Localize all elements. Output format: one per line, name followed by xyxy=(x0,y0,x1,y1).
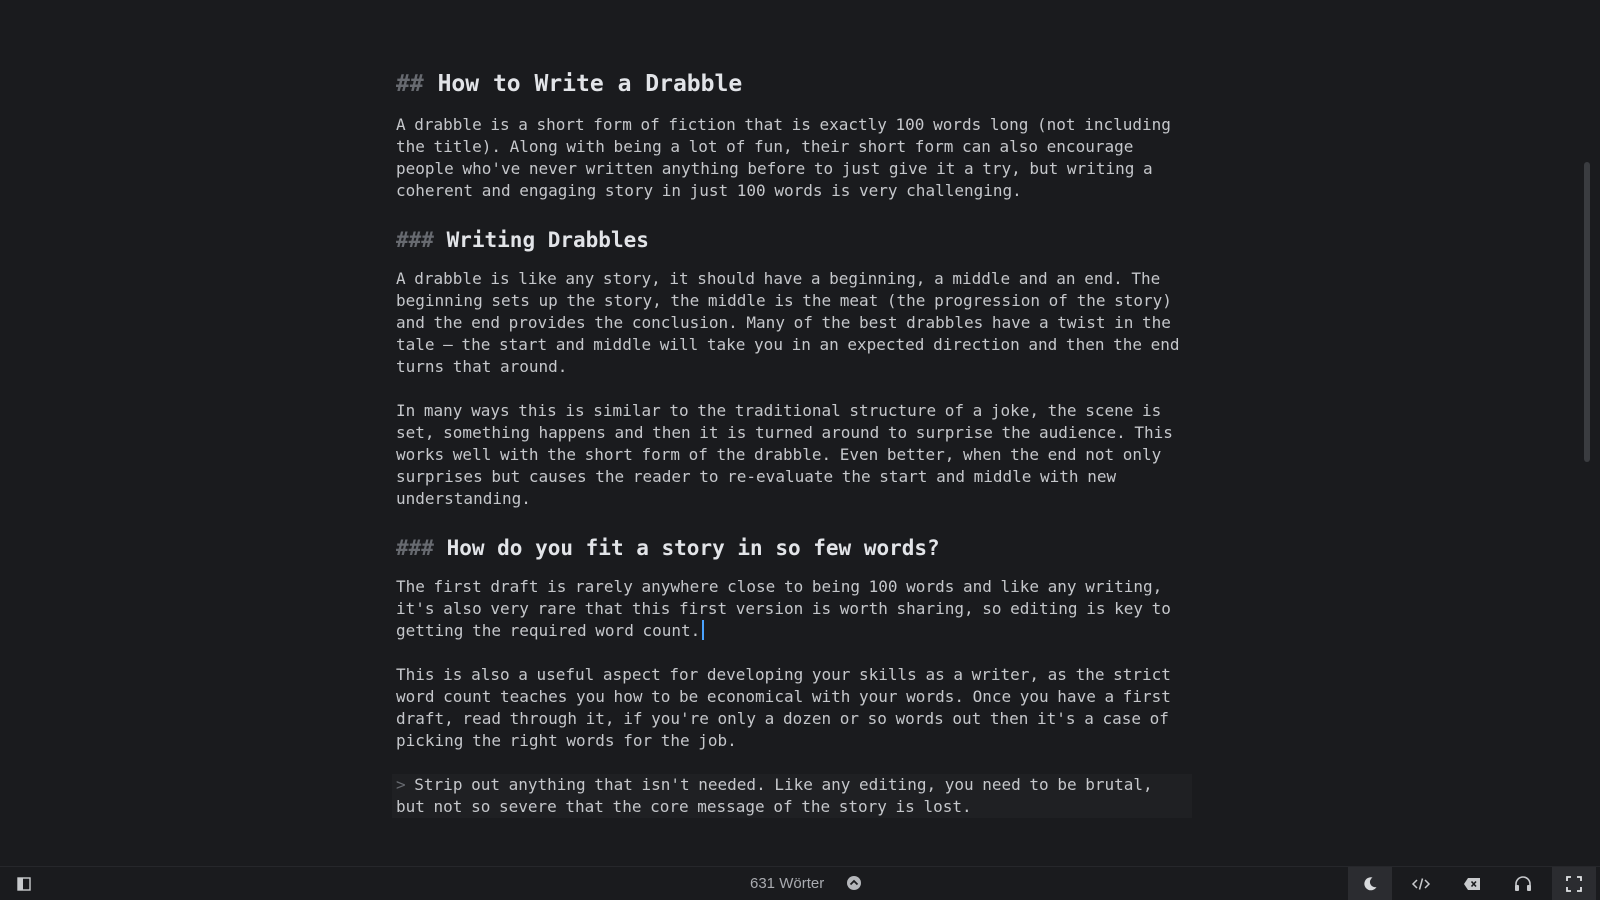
paragraph: This is also a useful aspect for developing your skills as a writer, as the strict word count teaches you how to be economical with your words. Once you have a first draft, read through it, if you're only a dozen or so words out then it's a case of picking the right words for the job. xyxy=(396,665,1171,750)
blockquote-marker: > xyxy=(396,775,406,794)
heading-h3 xyxy=(396,532,1196,564)
backspace-icon xyxy=(1463,877,1481,891)
heading-h2 xyxy=(396,66,1196,102)
typewriter-mode-button[interactable] xyxy=(1450,867,1494,900)
moon-icon xyxy=(1362,876,1378,892)
sidebar-toggle-button[interactable] xyxy=(2,867,46,900)
word-count[interactable]: 631 Wörter xyxy=(750,875,825,892)
sidebar-toggle-icon xyxy=(17,877,31,891)
heading-text: How to Write a Drabble xyxy=(437,71,743,97)
paragraph-text: The first draft is rarely anywhere close to being 100 words and like any writing, it's also very rare that this first version is worth sharing, so editing is key to getting the required word count. xyxy=(396,577,1171,640)
scrollbar-thumb[interactable] xyxy=(1584,162,1590,462)
heading-h3 xyxy=(396,224,1196,256)
blockquote-text: Strip out anything that isn't needed. Like any editing, you need to be brutal, but not so severe that the core message of the story is lost. xyxy=(396,775,1153,816)
fullscreen-button[interactable] xyxy=(1552,867,1596,900)
paragraph: A drabble is like any story, it should have a beginning, a middle and an end. The beginning sets up the story, the middle is the meat (the progression of the story) and the end provides the conclusion. Many of the best drabbles have a twist in the tale — the start and middle will take you in an expected direction and then the end turns that around. xyxy=(396,269,1180,376)
paragraph-with-cursor xyxy=(396,576,1196,642)
heading-text: How do you fit a story in so few words? xyxy=(446,536,940,560)
heading-marker: ## xyxy=(396,71,424,97)
scrollbar[interactable] xyxy=(1582,0,1592,866)
fullscreen-icon xyxy=(1566,876,1582,892)
heading-marker: ### xyxy=(396,536,434,560)
paragraph: In many ways this is similar to the traditional structure of a joke, the scene is set, something happens and then it is turned around to surprise the audience. This works well with the short form of the drabble. Even better, when the end not only surprises but causes the reader to re-evaluate the start and middle with new understanding. xyxy=(396,401,1173,508)
source-mode-button[interactable] xyxy=(1399,867,1443,900)
chevron-up-circle-icon xyxy=(846,875,862,891)
heading-text: Writing Drabbles xyxy=(446,228,649,252)
blockquote xyxy=(392,774,1192,818)
focus-mode-button[interactable] xyxy=(1501,867,1545,900)
code-icon xyxy=(1411,877,1431,891)
paragraph: A drabble is a short form of fiction that is exactly 100 words long (not including the title). Along with being a lot of fun, their short form can also encourage people who've never written anything before to just give it a try, but writing a coherent and engaging story in just 100 words is very challenging. xyxy=(396,115,1171,200)
headphones-icon xyxy=(1514,876,1532,892)
word-count-toggle-button[interactable] xyxy=(846,875,862,891)
heading-marker: ### xyxy=(396,228,434,252)
statusbar xyxy=(0,866,1600,900)
theme-toggle-button[interactable] xyxy=(1348,867,1392,900)
markdown-editor[interactable] xyxy=(396,66,1196,818)
text-cursor xyxy=(702,620,704,640)
